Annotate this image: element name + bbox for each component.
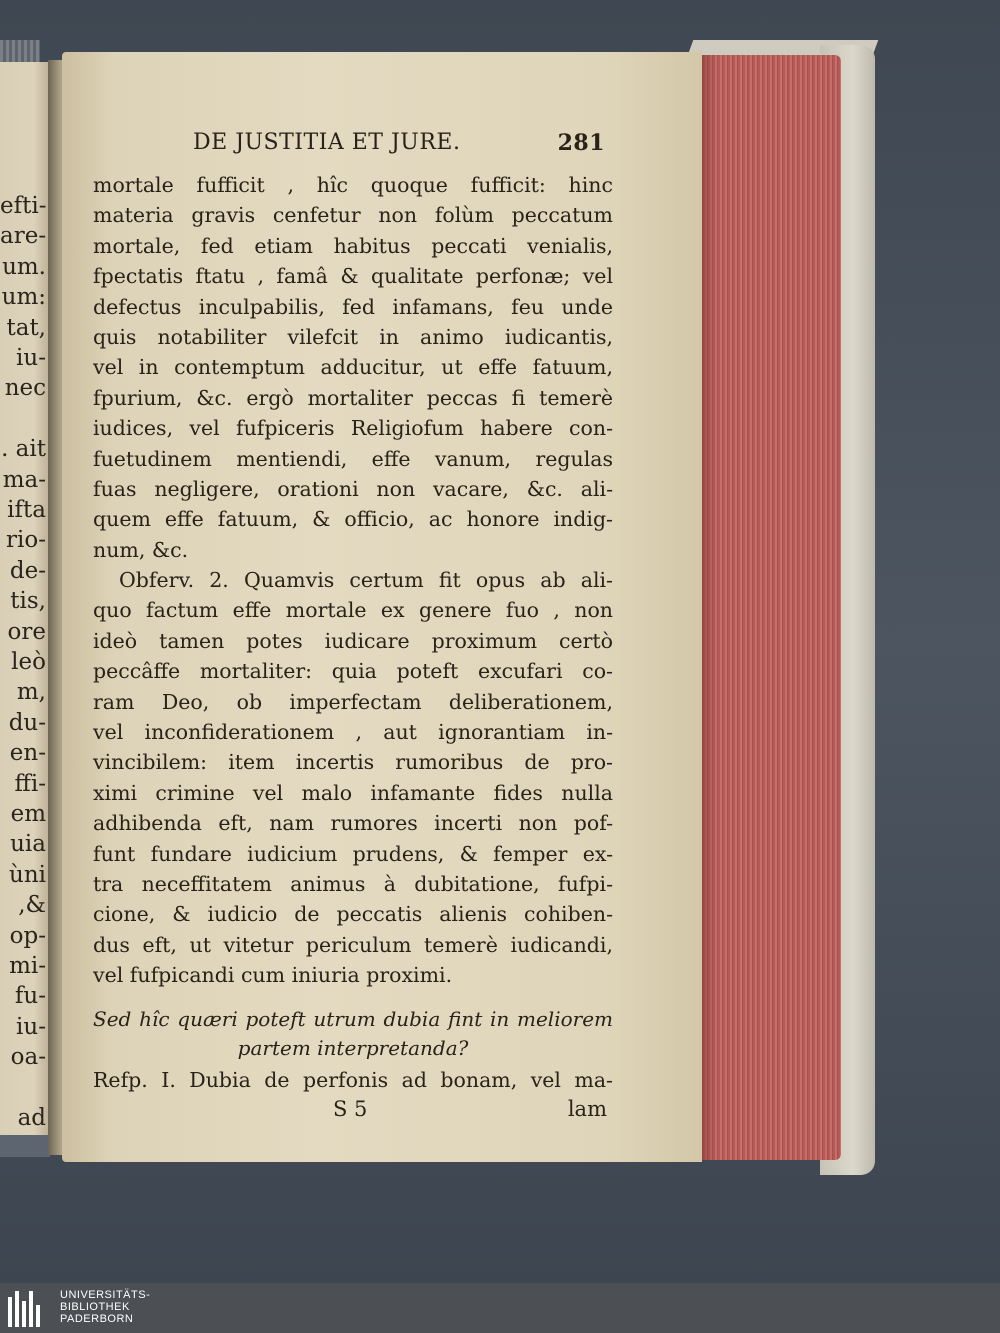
left-margin-fragment: de- <box>9 557 46 584</box>
body-line: dus eft, ut vitetur periculum temerè iudicandi, <box>93 932 613 957</box>
left-margin-fragment: are- <box>0 223 46 250</box>
left-margin-fragment: ifta <box>7 497 46 523</box>
body-line: quem effe fatuum, & officio, ac honore indig- <box>93 507 613 532</box>
body-text <box>93 170 613 991</box>
body-line: peccâffe mortaliter: quia poteft excufari co- <box>93 659 613 684</box>
left-margin-fragment: ,& <box>18 892 46 919</box>
body-line: vel inconfiderationem , aut ignorantiam in- <box>93 720 613 745</box>
left-margin-fragment: rio- <box>6 527 46 554</box>
library-name-line-3: PADERBORN <box>60 1313 134 1325</box>
library-logo-icon <box>8 1291 48 1327</box>
page-number: 281 <box>557 130 605 156</box>
left-margin-fragment: iu- <box>16 1013 46 1040</box>
left-margin-fragment: um. <box>2 253 46 280</box>
library-footer <box>0 1283 1000 1333</box>
body-line: fpurium, &c. ergò mortaliter peccas fi temerè <box>93 385 613 410</box>
body-line: vel fufpicandi cum iniuria proximi. <box>93 963 453 988</box>
body-line: cione, & iudicio de peccatis alienis cohiben- <box>93 902 613 927</box>
body-line: ideò tamen potes iudicare proximum certò <box>93 628 613 653</box>
running-head <box>93 130 613 170</box>
left-margin-fragment: ma- <box>2 466 46 493</box>
left-cover-bottom <box>0 1135 50 1157</box>
body-line: mortale, fed etiam habitus peccati venialis, <box>93 233 613 258</box>
left-margin-fragment: . ait <box>1 436 46 463</box>
left-margin-fragment: nec <box>4 375 46 402</box>
left-margin-fragment: leò <box>11 649 46 675</box>
body-line: iudices, vel fufpiceris Religiofum habere con- <box>93 416 613 441</box>
body-line: funt fundare iudicium prudens, & femper ex- <box>93 841 613 866</box>
left-margin-fragment: iu- <box>16 345 46 371</box>
body-line: ximi crimine vel malo infamante fides nulla <box>93 780 613 805</box>
left-margin-fragment: en- <box>9 740 46 767</box>
left-margin-fragment: ad <box>17 1105 46 1131</box>
left-margin-fragment: du- <box>8 709 46 736</box>
body-line: ram Deo, ob imperfectam deliberationem, <box>93 689 613 714</box>
left-margin-fragment: op- <box>9 922 46 949</box>
response-line: Refp. I. Dubia de perfonis ad bonam, vel ma- <box>93 1067 613 1092</box>
left-margin-fragment: um: <box>1 284 46 311</box>
body-line: num, &c. <box>93 537 189 562</box>
left-margin-fragment: ore <box>7 618 46 645</box>
left-margin-fragment: ùni <box>9 861 46 888</box>
left-margin-fragment: efti- <box>0 193 46 219</box>
body-line: vel in contemptum adducitur, ut effe fatuum, <box>93 355 613 380</box>
left-margin-fragment: oa- <box>10 1044 46 1071</box>
question-line-2: partem interpretanda? <box>237 1035 469 1060</box>
body-line: fpectatis ftatu , famâ & qualitate perfonæ; vel <box>93 264 613 289</box>
body-line: mortale fufficit , hîc quoque fufficit: hinc <box>93 173 613 197</box>
body-line: adhibenda eft, nam rumores incerti non pof- <box>93 811 613 836</box>
left-margin-fragment: ffi- <box>14 770 46 797</box>
body-line: Obferv. 2. Quamvis certum fit opus ab ali- <box>119 568 613 593</box>
left-margin-fragment: tat, <box>6 314 46 341</box>
body-line: quis notabiliter vilefcit in animo iudicantis, <box>93 324 613 349</box>
left-margin-fragment: fu- <box>14 983 46 1010</box>
body-line: materia gravis cenfetur non folùm peccatum <box>93 203 613 228</box>
body-line: quo factum effe mortale ex genere fuo , non <box>93 598 613 623</box>
question-line-1: Sed hîc quæri poteft utrum dubia fint in meliorem <box>93 1006 613 1031</box>
left-page-sliver <box>0 62 48 1142</box>
body-line: tra neceffitatem animus à dubitatione, fufpi- <box>93 871 613 896</box>
page-text-block <box>93 130 613 1127</box>
signature-mark: S 5 <box>333 1096 368 1121</box>
left-margin-fragment: em <box>10 801 46 827</box>
running-title: DE JUSTITIA ET JURE. <box>193 130 461 155</box>
body-line: defectus inculpabilis, fed infamans, feu unde <box>93 294 613 319</box>
body-line: fuas negligere, orationi non vacare, &c. ali- <box>93 476 613 501</box>
left-margin-fragment: m, <box>16 679 46 706</box>
signature-row <box>93 1095 613 1127</box>
left-margin-fragment: mi- <box>9 953 46 979</box>
left-margin-fragment: tis, <box>10 588 46 615</box>
library-name <box>60 1289 150 1325</box>
left-margin-fragment: uia <box>10 831 46 858</box>
library-name-line-2: BIBLIOTHEK <box>60 1301 130 1313</box>
library-name-line-1: UNIVERSITÄTS- <box>60 1289 151 1301</box>
body-line: vincibilem: item incertis rumoribus de pro- <box>93 750 613 775</box>
body-line: fuetudinem mentiendi, effe vanum, regulas <box>93 446 613 471</box>
catchword: lam <box>567 1096 607 1121</box>
